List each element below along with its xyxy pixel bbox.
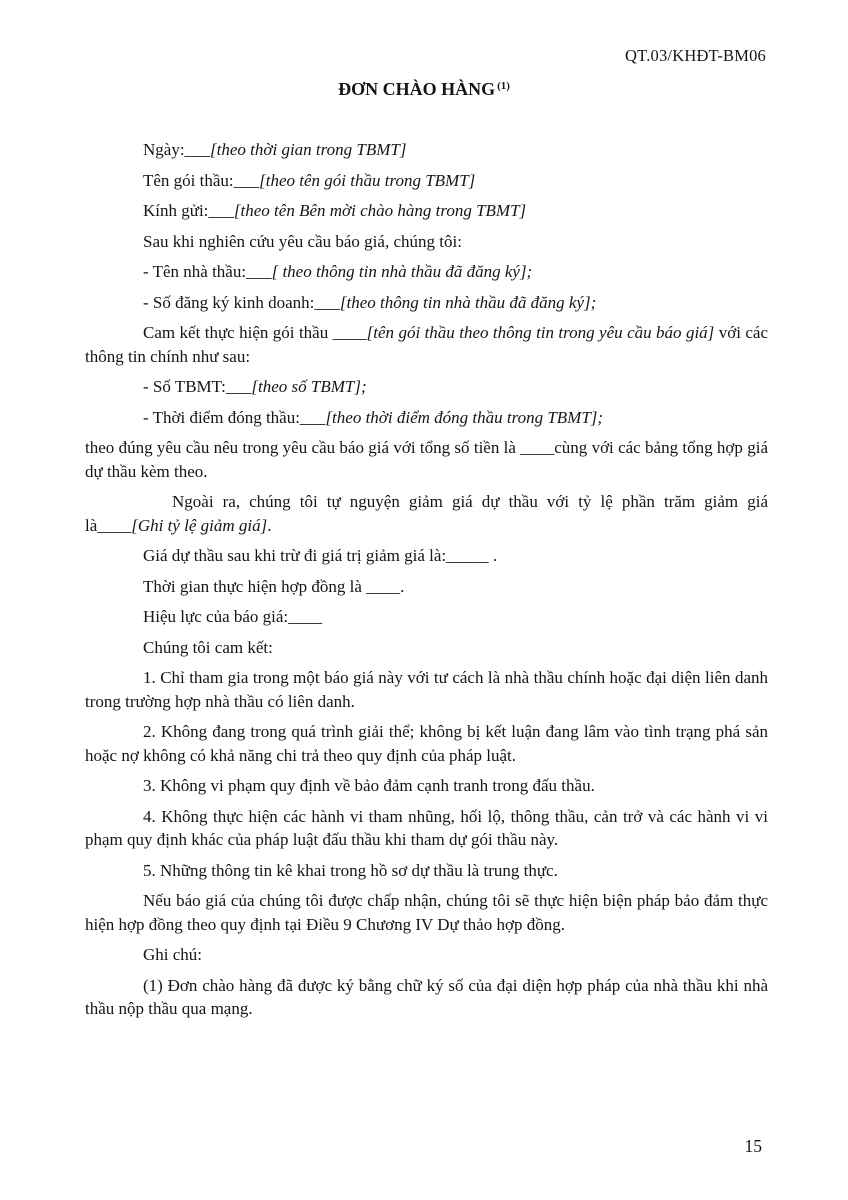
paragraph-note-1: (1) Đơn chào hàng đã được ký bằng chữ ký số của đại diện hợp pháp của nhà thầu khi nhà thầu nộp thầu qua mạng. <box>85 975 768 1018</box>
paragraph-tbmt-number <box>85 375 768 399</box>
paragraph-acceptance: Nếu báo giá của chúng tôi được chấp nhận, chúng tôi sẽ thực hiện biện pháp bảo đảm thực hiện hợp đồng theo quy định tại Điều 9 Chương IV Dự thảo hợp đồng. <box>85 891 768 934</box>
paragraph-business-registration <box>85 291 768 315</box>
page-title <box>0 79 848 100</box>
paragraph-package-name <box>85 169 768 193</box>
addressee-placeholder: [theo tên Bên mời chào hàng trong TBMT] <box>233 201 527 220</box>
tbmt-number-label: - Số TBMT:___ <box>143 377 252 396</box>
paragraph-contract-duration: Thời gian thực hiện hợp đồng là ____. <box>143 576 405 596</box>
discount-lead: Ngoài ra, chúng tôi tự nguyện giảm giá dự thầu với tỷ lệ phần trăm giảm giá là____ <box>85 492 768 535</box>
paragraph-contractor-name <box>85 260 768 284</box>
paragraph-date <box>85 138 768 162</box>
package-name-label: Tên gói thầu:___ <box>143 170 260 190</box>
paragraph-commit-item-2: 2. Không đang trong quá trình giải thể; không bị kết luận đang lâm vào tình trạng phá sản hoặc nợ không có khả năng chi trả theo quy định của pháp luật. <box>85 722 768 765</box>
paragraph-discount <box>85 490 768 537</box>
contractor-name-placeholder: [ theo thông tin nhà thầu đã đăng ký]; <box>271 262 533 281</box>
paragraph-notes-heading: Ghi chú: <box>143 945 203 964</box>
paragraph-commit-heading: Chúng tôi cam kết: <box>143 637 273 657</box>
paragraph-quotation-validity: Hiệu lực của báo giá:____ <box>143 607 323 626</box>
package-name-placeholder: [theo tên gói thầu trong TBMT] <box>259 170 476 190</box>
commitment-placeholder: [tên gói thầu theo thông tin trong yêu cầu báo giá] <box>366 323 715 342</box>
paragraph-intro: Sau khi nghiên cứu yêu cầu báo giá, chúng tôi: <box>143 231 462 251</box>
closing-time-label: - Thời điểm đóng thầu:___ <box>143 407 326 427</box>
discount-tail: . <box>267 515 272 535</box>
paragraph-commitment <box>85 321 768 368</box>
paragraph-total-price: theo đúng yêu cầu nêu trong yêu cầu báo giá với tổng số tiền là ____cùng với các bảng tổng hợp giá dự thầu kèm theo. <box>85 438 768 481</box>
paragraph-commit-item-5: 5. Những thông tin kê khai trong hồ sơ dự thầu là trung thực. <box>143 860 558 880</box>
page-title-superscript: (1) <box>497 80 510 92</box>
paragraph-price-after-discount: Giá dự thầu sau khi trừ đi giá trị giảm giá là:_____ . <box>143 546 498 565</box>
page-title-text: ĐƠN CHÀO HÀNG <box>338 79 496 99</box>
form-code: QT.03/KHĐT-BM06 <box>625 46 766 65</box>
tbmt-number-placeholder: [theo số TBMT]; <box>251 377 367 396</box>
paragraph-addressee <box>85 199 768 223</box>
commitment-tail: với các thông tin chính như sau: <box>85 323 768 366</box>
contractor-name-label: - Tên nhà thầu:___ <box>143 262 272 281</box>
discount-placeholder: [Ghi tỷ lệ giảm giá] <box>131 515 268 535</box>
paragraph-commit-item-3: 3. Không vi phạm quy định về bảo đảm cạnh tranh trong đấu thầu. <box>143 776 595 795</box>
paragraph-commit-item-4: 4. Không thực hiện các hành vi tham nhũng, hối lộ, thông thầu, cản trở và các hành vi vi phạm quy định khác của pháp luật đấu thầu khi tham dự gói thầu này. <box>85 806 768 849</box>
paragraph-commit-item-1: 1. Chỉ tham gia trong một báo giá này với tư cách là nhà thầu chính hoặc đại diện liên danh trong trường hợp nhà thầu có liên danh. <box>85 668 768 711</box>
document-body <box>85 138 768 1028</box>
business-registration-placeholder: [theo thông tin nhà thầu đã đăng ký]; <box>339 292 597 312</box>
business-registration-label: - Số đăng ký kinh doanh:___ <box>143 292 340 312</box>
date-placeholder: [theo thời gian trong TBMT] <box>210 140 407 159</box>
paragraph-closing-time <box>85 406 768 430</box>
closing-time-placeholder: [theo thời điểm đóng thầu trong TBMT]; <box>325 407 604 427</box>
commitment-lead: Cam kết thực hiện gói thầu ____ <box>143 323 367 342</box>
addressee-label: Kính gửi:___ <box>143 201 234 220</box>
page-number: 15 <box>744 1136 762 1156</box>
date-label: Ngày:___ <box>143 140 211 159</box>
